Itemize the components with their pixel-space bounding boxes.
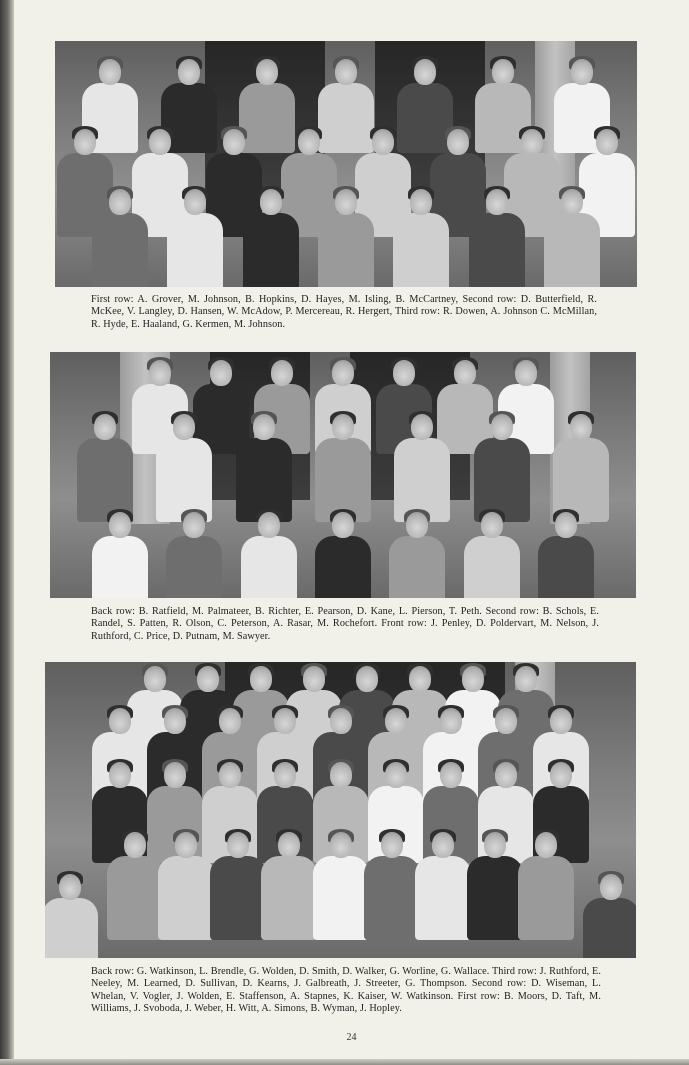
person-figure xyxy=(165,189,225,287)
caption-photo-1: First row: A. Grover, M. Johnson, B. Hopkins, D. Hayes, M. Isling, B. McCartney, Second row: D. Butterfield, R. McKee, V. Langley, D. Hansen, W. McAdow, P. Mercereau, R. Hergert, Third row: R. Dowen, A. Johnson C. McMillan, R. Hyde, E. Haaland, G. Kermen, M. Johnson. xyxy=(91,294,597,330)
person-figure xyxy=(239,512,299,598)
person-figure xyxy=(387,512,447,598)
person-figure xyxy=(516,832,576,940)
caption-photo-2: Back row: B. Ratfield, M. Palmateer, B. Richter, E. Pearson, D. Kane, L. Pierson, T. Peth. Second row: B. Schols, E. Randel, S. Patten, R. Olson, C. Peterson, A. Rasar, M. Rochefort. Front row: J. Penley, D. Poldervart, M. Nelson, J. Ruthford, C. Price, D. Putnam, M. Sawyer. xyxy=(91,606,599,642)
caption-photo-3: Back row: G. Watkinson, L. Brendle, G. Wolden, D. Smith, D. Walker, G. Worline, G. Wallace. Third row: J. Ruthford, E. Neeley, M. Learned, D. Sullivan, D. Kearns, J. Galbreath, J. Streeter, G. Thompson. Second row: D. Wiseman, L. Whelan, V. Vogler, J. Wolden, E. Staffenson, A. Stapnes, K. Kaiser, W. Watkinson. First row: B. Moors, D. Taft, M. Williams, J. Svoboda, J. Weber, H. Witt, A. Simons, B. Wyman, J. Hopley. xyxy=(91,966,601,1015)
person-figure xyxy=(313,512,373,598)
person-figure xyxy=(581,874,636,958)
person-figure xyxy=(45,874,100,958)
group-photo-2 xyxy=(50,352,636,598)
book-binding-shadow xyxy=(0,0,14,1065)
group-photo-1 xyxy=(55,41,637,287)
person-figure xyxy=(234,414,294,522)
person-figure xyxy=(462,512,522,598)
group-photo-3 xyxy=(45,662,636,958)
person-figure xyxy=(316,189,376,287)
page-bottom-edge xyxy=(0,1059,689,1065)
person-figure xyxy=(536,512,596,598)
person-figure xyxy=(472,414,532,522)
person-figure xyxy=(90,512,150,598)
person-figure xyxy=(542,189,602,287)
person-figure xyxy=(154,414,214,522)
yearbook-page xyxy=(14,0,689,1059)
person-figure xyxy=(391,189,451,287)
person-figure xyxy=(75,414,135,522)
person-figure xyxy=(164,512,224,598)
person-figure xyxy=(467,189,527,287)
person-figure xyxy=(241,189,301,287)
person-figure xyxy=(551,414,611,522)
person-figure xyxy=(392,414,452,522)
person-figure xyxy=(313,414,373,522)
person-figure xyxy=(90,189,150,287)
page-number: 24 xyxy=(346,1032,357,1043)
